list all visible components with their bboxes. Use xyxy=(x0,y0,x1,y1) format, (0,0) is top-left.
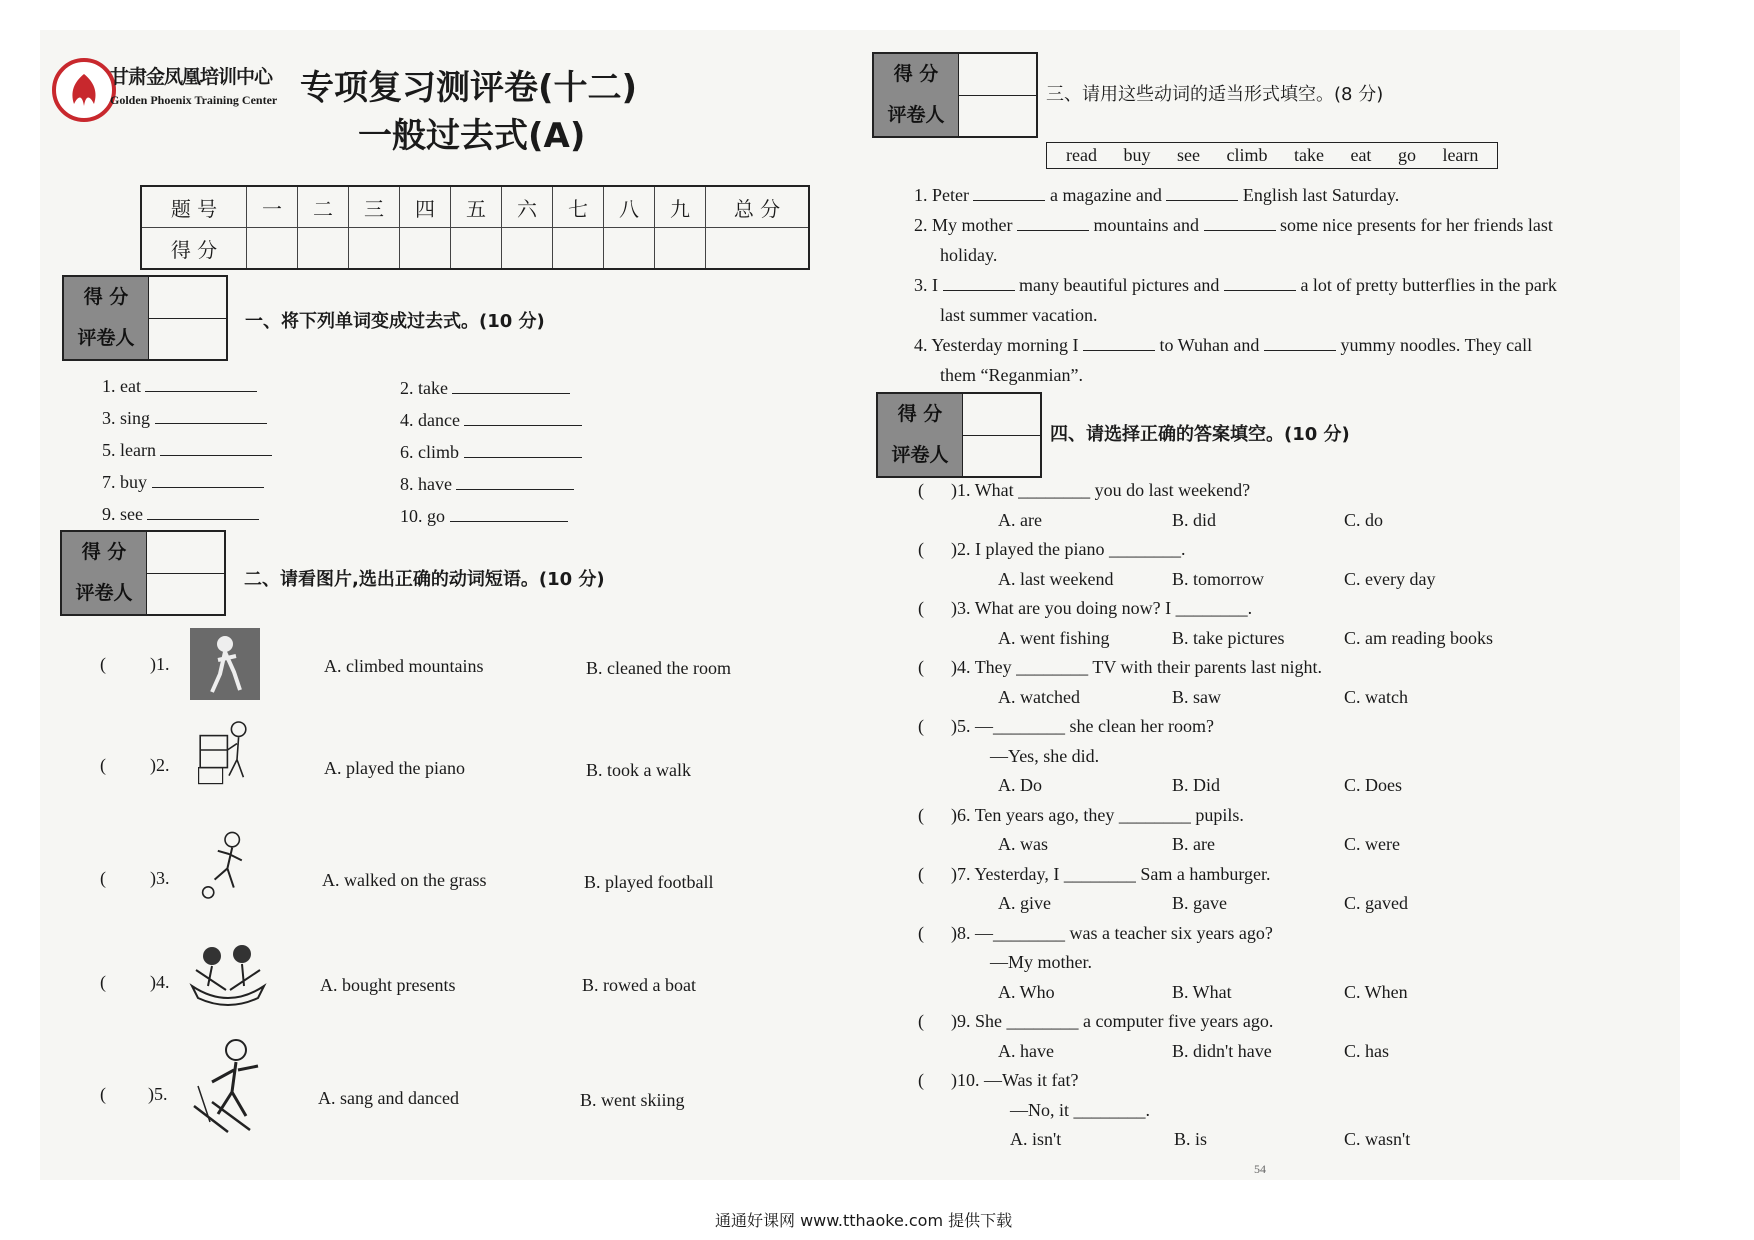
score-table-header-row xyxy=(141,186,809,228)
answer-bracket[interactable]: ( xyxy=(918,480,951,500)
answer-bracket[interactable]: ( xyxy=(918,657,951,677)
item-word: sing xyxy=(120,408,151,428)
item-number: )5. xyxy=(148,1084,168,1104)
list-item xyxy=(918,860,1638,890)
answer-bracket[interactable]: ( xyxy=(918,804,951,825)
score-cell xyxy=(553,228,604,270)
question-text: What are you doing now? I ________. xyxy=(974,598,1253,618)
score-cell xyxy=(655,228,706,270)
answer-blank[interactable] xyxy=(943,289,1015,291)
option-c: C. watch xyxy=(1344,686,1408,707)
word-bank-item: take xyxy=(1293,145,1324,165)
question-text: —Was it fat? xyxy=(984,1070,1079,1090)
options-row xyxy=(918,889,1638,919)
question-text: I played the piano ________. xyxy=(975,539,1186,559)
list-item xyxy=(400,436,582,468)
options-row xyxy=(918,624,1638,654)
answer-bracket[interactable]: ( xyxy=(918,598,951,618)
option-a: A. climbed mountains xyxy=(324,656,484,676)
score-cell xyxy=(451,228,502,270)
item-number: 8. xyxy=(400,474,414,494)
option-a: A. sang and danced xyxy=(318,1088,459,1108)
item-word: see xyxy=(120,504,143,524)
rowing-boat-icon xyxy=(186,940,270,1012)
table-cell: 总 分 xyxy=(706,186,810,228)
option-c: C. wasn't xyxy=(1344,1129,1411,1149)
option-b: B. took a walk xyxy=(586,760,691,780)
option-c: C. When xyxy=(1344,981,1408,1002)
list-item xyxy=(400,404,582,436)
answer-blank[interactable] xyxy=(1204,229,1276,231)
list-item xyxy=(918,535,1638,565)
list-item xyxy=(918,1066,1638,1096)
option-a: A. went fishing xyxy=(998,627,1110,648)
question-continuation: holiday. xyxy=(940,245,998,265)
item-number: )5. xyxy=(951,716,971,736)
options-row xyxy=(918,683,1638,713)
options-row xyxy=(918,1037,1638,1067)
question-text: —________ she clean her room? xyxy=(975,716,1214,736)
table-cell: 五 xyxy=(451,186,502,228)
list-item xyxy=(918,712,1638,742)
item-number: )9. xyxy=(951,1011,971,1031)
grader-reviewer-field xyxy=(148,318,227,359)
word-bank-item: see xyxy=(1176,145,1200,165)
list-item xyxy=(400,372,582,404)
grader-reviewer-field xyxy=(146,573,225,614)
score-cell xyxy=(349,228,400,270)
answer-blank[interactable] xyxy=(464,424,582,426)
question-text: I xyxy=(932,275,938,295)
option-a: A. Do xyxy=(998,775,1042,795)
item-number: 2. xyxy=(400,378,414,398)
option-b: B. rowed a boat xyxy=(582,975,696,995)
item-number: )1. xyxy=(150,654,170,674)
question-text: a lot of pretty butterflies in the park xyxy=(1300,275,1557,295)
list-item xyxy=(102,434,272,466)
answer-bracket-1[interactable]: ( xyxy=(100,654,106,674)
grader-score-field xyxy=(148,277,227,319)
question-text: My mother xyxy=(932,215,1013,235)
list-item xyxy=(102,370,272,402)
list-item xyxy=(918,919,1638,949)
word-bank-item: go xyxy=(1397,145,1416,165)
answer-bracket-3[interactable]: ( xyxy=(100,868,106,888)
score-cell xyxy=(247,228,298,270)
question-text: English last Saturday. xyxy=(1242,185,1400,205)
footer-download-note: 通通好课网 www.tthaoke.com 提供下载 xyxy=(715,1211,1013,1230)
options-row xyxy=(918,830,1638,860)
option-b: B. Did xyxy=(1172,775,1221,795)
answer-bracket[interactable]: ( xyxy=(918,1011,951,1031)
answer-blank[interactable] xyxy=(464,456,582,458)
word-bank-item: read xyxy=(1066,145,1097,165)
item-number: 9. xyxy=(102,504,116,524)
score-table xyxy=(140,185,810,270)
table-cell: 二 xyxy=(298,186,349,228)
item-word: buy xyxy=(120,472,147,492)
question-text: yummy noodles. They call xyxy=(1340,335,1533,355)
list-item xyxy=(918,1007,1638,1037)
list-item xyxy=(914,330,1644,360)
page-subtitle: 一般过去式(A) xyxy=(358,116,586,156)
table-cell: 题 号 xyxy=(141,186,247,228)
answer-blank[interactable] xyxy=(452,392,570,394)
list-item xyxy=(914,210,1644,240)
question-continuation: last summer vacation. xyxy=(940,305,1098,325)
grader-score-label: 得 分 xyxy=(64,277,148,319)
grader-reviewer-label: 评卷人 xyxy=(874,95,958,136)
question-text: Ten years ago, they ________ pupils. xyxy=(974,804,1244,825)
page-title: 专项复习测评卷(十二) xyxy=(300,68,638,108)
score-table-score-row xyxy=(141,228,809,270)
options-row xyxy=(918,565,1638,595)
answer-blank[interactable] xyxy=(152,486,264,488)
grader-box-section4 xyxy=(876,392,1042,478)
item-number: 5. xyxy=(102,440,116,460)
item-number: 4. xyxy=(400,410,414,430)
option-c: C. do xyxy=(1344,509,1384,530)
table-cell: 得 分 xyxy=(141,228,247,270)
option-b: B. gave xyxy=(1172,893,1227,913)
grader-score-field xyxy=(958,54,1037,96)
answer-bracket[interactable]: ( xyxy=(918,716,951,736)
answer-blank[interactable] xyxy=(147,518,259,520)
list-item xyxy=(918,594,1638,624)
grader-score-label: 得 分 xyxy=(874,54,958,96)
option-c: C. gaved xyxy=(1344,893,1408,913)
option-b: B. played football xyxy=(584,872,714,892)
grader-score-label: 得 分 xyxy=(878,394,962,436)
answer-bracket[interactable]: ( xyxy=(918,1070,951,1090)
item-number: 1. xyxy=(914,185,928,205)
answer-blank[interactable] xyxy=(1166,199,1238,201)
option-a: A. bought presents xyxy=(320,975,456,995)
option-b: B. went skiing xyxy=(580,1090,685,1110)
answer-blank[interactable] xyxy=(456,488,574,490)
option-a: A. was xyxy=(998,834,1048,854)
option-a: A. walked on the grass xyxy=(322,870,487,890)
answer-blank[interactable] xyxy=(1264,349,1336,351)
grader-reviewer-field xyxy=(962,435,1041,476)
option-b: B. take pictures xyxy=(1172,627,1285,648)
item-number: 6. xyxy=(400,442,414,462)
item-number: 2. xyxy=(914,215,928,235)
question-text: Peter xyxy=(932,185,969,205)
phoenix-logo-icon xyxy=(52,58,116,122)
question-reply: —My mother. xyxy=(990,952,1092,972)
option-a: A. have xyxy=(998,1040,1054,1061)
option-a: A. watched xyxy=(998,686,1080,707)
question-text: many beautiful pictures and xyxy=(1019,275,1220,295)
item-word: dance xyxy=(418,410,460,430)
score-cell xyxy=(502,228,553,270)
list-item xyxy=(102,466,272,498)
option-a: A. last weekend xyxy=(998,568,1114,589)
option-a: A. played the piano xyxy=(324,758,465,778)
answer-bracket[interactable]: ( xyxy=(918,863,951,884)
score-cell xyxy=(298,228,349,270)
grader-box-section2 xyxy=(60,530,226,616)
question-text: —________ was a teacher six years ago? xyxy=(975,922,1273,943)
question-text: What ________ you do last weekend? xyxy=(974,480,1251,500)
item-number: )2. xyxy=(951,539,971,559)
answer-blank[interactable] xyxy=(973,199,1045,201)
list-item xyxy=(914,270,1644,300)
item-number: 1. xyxy=(102,376,116,396)
word-bank xyxy=(1046,142,1498,169)
grader-reviewer-label: 评卷人 xyxy=(64,318,148,359)
item-number: 3. xyxy=(102,408,116,428)
page-number: 54 xyxy=(1254,1162,1266,1176)
section3-questions xyxy=(914,180,1644,390)
answer-bracket[interactable]: ( xyxy=(918,922,951,943)
score-cell xyxy=(604,228,655,270)
piano-player-icon xyxy=(190,718,260,790)
option-b: B. cleaned the room xyxy=(586,658,731,678)
item-number: )4. xyxy=(951,657,971,677)
question-continuation: them “Reganmian”. xyxy=(940,365,1083,385)
item-word: eat xyxy=(120,376,141,396)
table-cell: 四 xyxy=(400,186,451,228)
table-cell: 一 xyxy=(247,186,298,228)
answer-blank[interactable] xyxy=(450,520,568,522)
question-text: a magazine and xyxy=(1049,185,1162,205)
answer-blank[interactable] xyxy=(145,390,257,392)
grader-reviewer-label: 评卷人 xyxy=(878,435,962,476)
item-number: )3. xyxy=(150,868,170,888)
question-text: She ________ a computer five years ago. xyxy=(975,1011,1274,1031)
question-reply: —Yes, she did. xyxy=(990,745,1100,766)
answer-bracket-4[interactable]: ( xyxy=(100,972,106,992)
grader-box-section1 xyxy=(62,275,228,361)
item-word: climb xyxy=(418,442,459,462)
table-cell: 三 xyxy=(349,186,400,228)
question-text: Yesterday morning I xyxy=(931,335,1079,355)
question-text: some nice presents for her friends last xyxy=(1280,215,1553,235)
answer-bracket-5[interactable]: ( xyxy=(100,1084,106,1104)
grader-reviewer-label: 评卷人 xyxy=(62,573,146,614)
item-number: 3. xyxy=(914,275,928,295)
list-item xyxy=(400,500,582,532)
options-row xyxy=(918,506,1638,536)
grader-reviewer-field xyxy=(958,95,1037,136)
option-a: A. are xyxy=(998,509,1042,530)
item-number: 4. xyxy=(914,335,928,355)
grader-score-field xyxy=(146,532,225,574)
option-b: B. didn't have xyxy=(1172,1040,1272,1061)
list-item xyxy=(918,653,1638,683)
word-bank-item: learn xyxy=(1442,145,1479,165)
answer-blank[interactable] xyxy=(160,454,272,456)
list-item xyxy=(918,801,1638,831)
option-b: B. saw xyxy=(1172,686,1221,707)
option-c: C. Does xyxy=(1344,775,1402,795)
question-text: mountains and xyxy=(1093,215,1199,235)
section3-title: 三、请用这些动词的适当形式填空。(8 分) xyxy=(1046,84,1384,105)
item-number: )8. xyxy=(951,922,971,943)
list-item xyxy=(914,180,1644,210)
football-player-icon xyxy=(190,830,260,902)
question-text: They ________ TV with their parents last night. xyxy=(974,657,1322,677)
answer-bracket[interactable]: ( xyxy=(918,539,951,559)
answer-blank[interactable] xyxy=(1083,349,1155,351)
option-b: B. What xyxy=(1172,981,1232,1002)
item-number: )10. xyxy=(951,1070,980,1090)
section1-right-column xyxy=(400,372,582,532)
table-cell: 八 xyxy=(604,186,655,228)
item-number: )7. xyxy=(951,863,971,884)
option-a: A. isn't xyxy=(1010,1129,1062,1149)
list-item xyxy=(102,402,272,434)
item-number: 7. xyxy=(102,472,116,492)
skier-icon xyxy=(188,1036,278,1136)
option-a: A. give xyxy=(998,893,1051,913)
option-b: B. are xyxy=(1172,834,1215,854)
option-a: A. Who xyxy=(998,981,1055,1002)
answer-blank[interactable] xyxy=(155,422,267,424)
score-cell xyxy=(400,228,451,270)
question-text: to Wuhan and xyxy=(1159,335,1260,355)
answer-bracket-2[interactable]: ( xyxy=(100,755,106,775)
word-bank-item: climb xyxy=(1226,145,1268,165)
grader-score-field xyxy=(962,394,1041,436)
question-text: Yesterday, I ________ Sam a hamburger. xyxy=(974,863,1271,884)
option-c: C. am reading books xyxy=(1344,627,1493,648)
table-cell: 九 xyxy=(655,186,706,228)
grader-score-label: 得 分 xyxy=(62,532,146,574)
list-item xyxy=(400,468,582,500)
item-number: )1. xyxy=(951,480,971,500)
option-b: B. is xyxy=(1174,1129,1208,1149)
table-cell: 六 xyxy=(502,186,553,228)
table-cell: 七 xyxy=(553,186,604,228)
item-number: 10. xyxy=(400,506,423,526)
list-item xyxy=(918,476,1638,506)
options-row xyxy=(918,1125,1638,1155)
item-word: have xyxy=(418,474,452,494)
option-b: B. tomorrow xyxy=(1172,568,1264,589)
section1-title: 一、将下列单词变成过去式。(10 分) xyxy=(245,311,545,332)
option-c: C. were xyxy=(1344,834,1400,854)
item-number: )4. xyxy=(150,972,170,992)
item-word: take xyxy=(418,378,448,398)
options-row xyxy=(918,771,1638,801)
options-row xyxy=(918,978,1638,1008)
section4-title: 四、请选择正确的答案填空。(10 分) xyxy=(1050,424,1350,445)
section2-title: 二、请看图片,选出正确的动词短语。(10 分) xyxy=(244,569,605,590)
section4-questions xyxy=(918,476,1638,1155)
option-c: C. every day xyxy=(1344,568,1436,589)
word-bank-item: eat xyxy=(1350,145,1372,165)
item-number: )3. xyxy=(951,598,971,618)
option-c: C. has xyxy=(1344,1040,1389,1061)
item-number: )2. xyxy=(150,755,170,775)
answer-blank[interactable] xyxy=(1224,289,1296,291)
option-b: B. did xyxy=(1172,509,1217,530)
item-word: learn xyxy=(120,440,156,460)
section1-left-column xyxy=(102,370,272,530)
word-bank-item: buy xyxy=(1123,145,1151,165)
logo-english-name: Golden Phoenix Training Center xyxy=(110,93,278,107)
score-cell xyxy=(706,228,810,270)
climbing-child-icon xyxy=(190,628,260,700)
grader-box-section3 xyxy=(872,52,1038,138)
question-reply: —No, it ________. xyxy=(1010,1099,1151,1120)
answer-blank[interactable] xyxy=(1017,229,1089,231)
item-word: go xyxy=(427,506,445,526)
logo-chinese-name: 甘肃金凤凰培训中心 xyxy=(110,66,273,88)
item-number: )6. xyxy=(951,804,971,825)
list-item xyxy=(102,498,272,530)
